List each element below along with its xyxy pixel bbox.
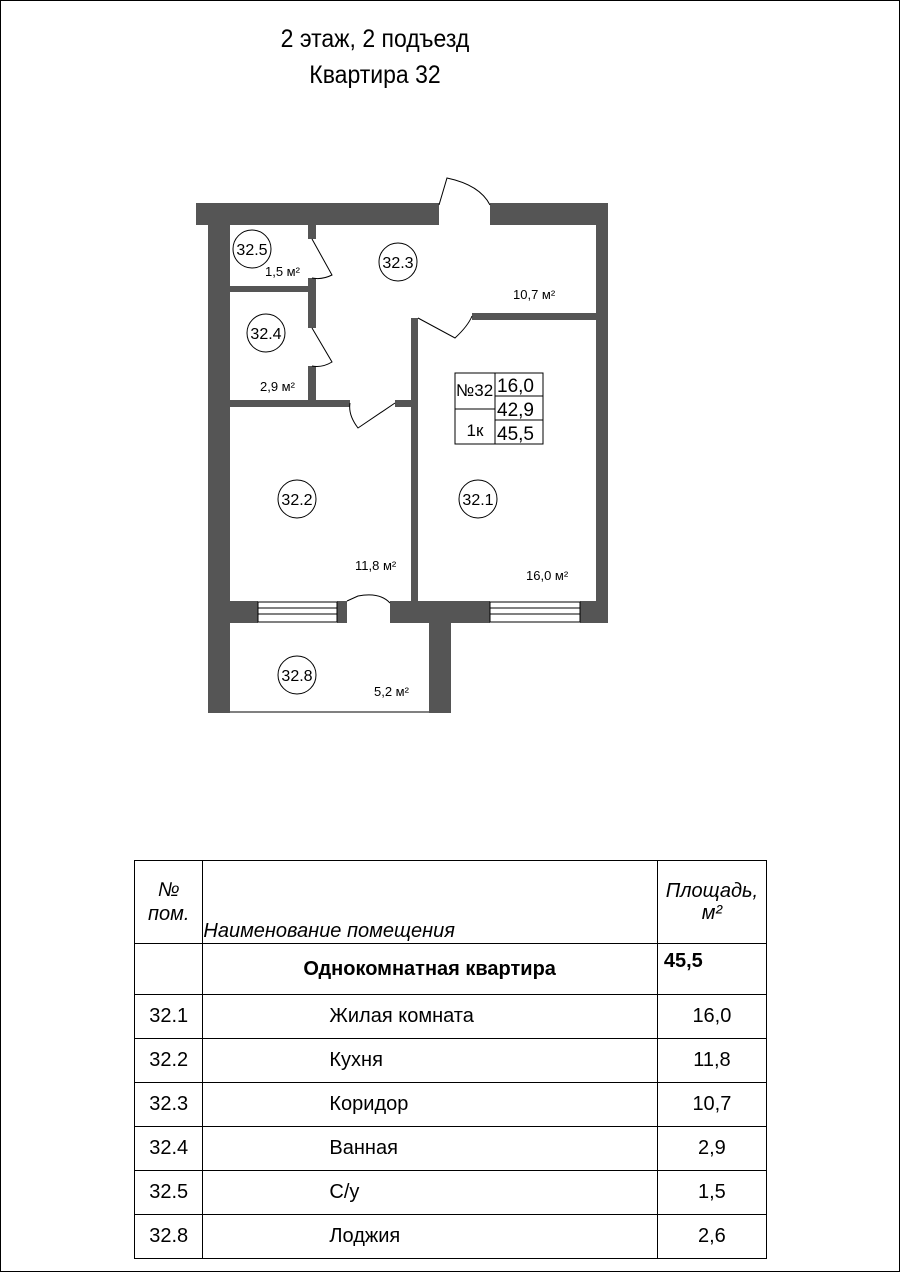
table-row	[135, 1127, 767, 1171]
cell-name: Жилая комната	[203, 995, 657, 1039]
wall-kitchen-top	[230, 400, 350, 407]
loggia-door	[347, 595, 390, 603]
cell-area: 45,5	[657, 944, 766, 995]
wall-kitchen-bottom-left	[230, 601, 258, 623]
table-row	[135, 1083, 767, 1127]
floor-entrance-title: 2 этаж, 2 подъезд	[280, 25, 470, 53]
room-table	[134, 860, 767, 1259]
cell-name: С/у	[203, 1171, 657, 1215]
header-area: Площадь, м²	[657, 861, 766, 944]
entrance-door	[439, 178, 490, 205]
wall-room-top	[472, 313, 596, 320]
header-number: № пом.	[135, 861, 203, 944]
cell-number: 32.3	[135, 1083, 203, 1127]
room-area: 11,8 м²	[355, 558, 397, 573]
wall-kitchen-bottom-post	[337, 601, 347, 623]
header-name: Наименование помещения	[203, 861, 657, 944]
bathroom-door	[312, 328, 332, 367]
table-row	[135, 1039, 767, 1083]
walls	[196, 203, 608, 713]
wall-room-left	[411, 318, 418, 602]
cell-name: Коридор	[203, 1083, 657, 1127]
summary-type: 1к	[466, 421, 484, 440]
summary-area-no-balcony: 42,9	[497, 400, 534, 421]
room-area: 10,7 м²	[513, 287, 556, 302]
table-row	[135, 1215, 767, 1259]
room-id: 32.2	[281, 492, 313, 509]
cell-number: 32.1	[135, 995, 203, 1039]
cell-number: 32.4	[135, 1127, 203, 1171]
table-row	[135, 995, 767, 1039]
cell-name: Однокомнатная квартира	[203, 944, 657, 995]
cell-name: Кухня	[203, 1039, 657, 1083]
wall-wc-bottom	[230, 286, 312, 292]
cell-area: 11,8	[657, 1039, 766, 1083]
room-area: 16,0 м²	[526, 568, 569, 583]
wall-right	[596, 203, 608, 623]
room-id: 32.5	[236, 242, 268, 259]
wc-door	[312, 239, 332, 279]
cell-area: 2,9	[657, 1127, 766, 1171]
summary-living-area: 16,0	[497, 376, 534, 397]
summary-number: №32	[456, 381, 494, 400]
kitchen-window	[258, 602, 337, 622]
cell-area: 16,0	[657, 995, 766, 1039]
cell-number	[135, 944, 203, 995]
cell-number: 32.5	[135, 1171, 203, 1215]
room-id: 32.8	[281, 668, 313, 685]
cell-area: 10,7	[657, 1083, 766, 1127]
kitchen-door	[350, 403, 395, 428]
wall-wc-post-2	[308, 278, 316, 328]
room-id: 32.1	[462, 492, 494, 509]
room-area: 1,5 м²	[265, 264, 300, 279]
apartment-title: Квартира 32	[309, 61, 441, 89]
summary-total-area: 45,5	[497, 424, 534, 445]
wall-left	[208, 203, 230, 713]
wall-bottom-right	[580, 601, 608, 623]
room-id: 32.4	[250, 326, 282, 343]
room-door	[418, 316, 472, 338]
wall-top-left	[196, 203, 439, 225]
wall-loggia-right	[429, 601, 451, 713]
cell-area: 1,5	[657, 1171, 766, 1215]
cell-number: 32.2	[135, 1039, 203, 1083]
cell-number: 32.8	[135, 1215, 203, 1259]
table-row-total	[135, 944, 767, 995]
apartment-summary	[455, 373, 543, 445]
room-window	[490, 602, 580, 622]
wall-top-right	[490, 203, 608, 225]
table-row	[135, 1171, 767, 1215]
wall-wc-post-1	[308, 225, 316, 239]
wall-bath-post	[308, 366, 316, 404]
cell-name: Лоджия	[203, 1215, 657, 1259]
room-area: 2,9 м²	[260, 379, 295, 394]
room-id: 32.3	[382, 255, 414, 272]
cell-name: Ванная	[203, 1127, 657, 1171]
table-header	[135, 861, 767, 944]
room-area: 5,2 м²	[374, 684, 409, 699]
cell-area: 2,6	[657, 1215, 766, 1259]
